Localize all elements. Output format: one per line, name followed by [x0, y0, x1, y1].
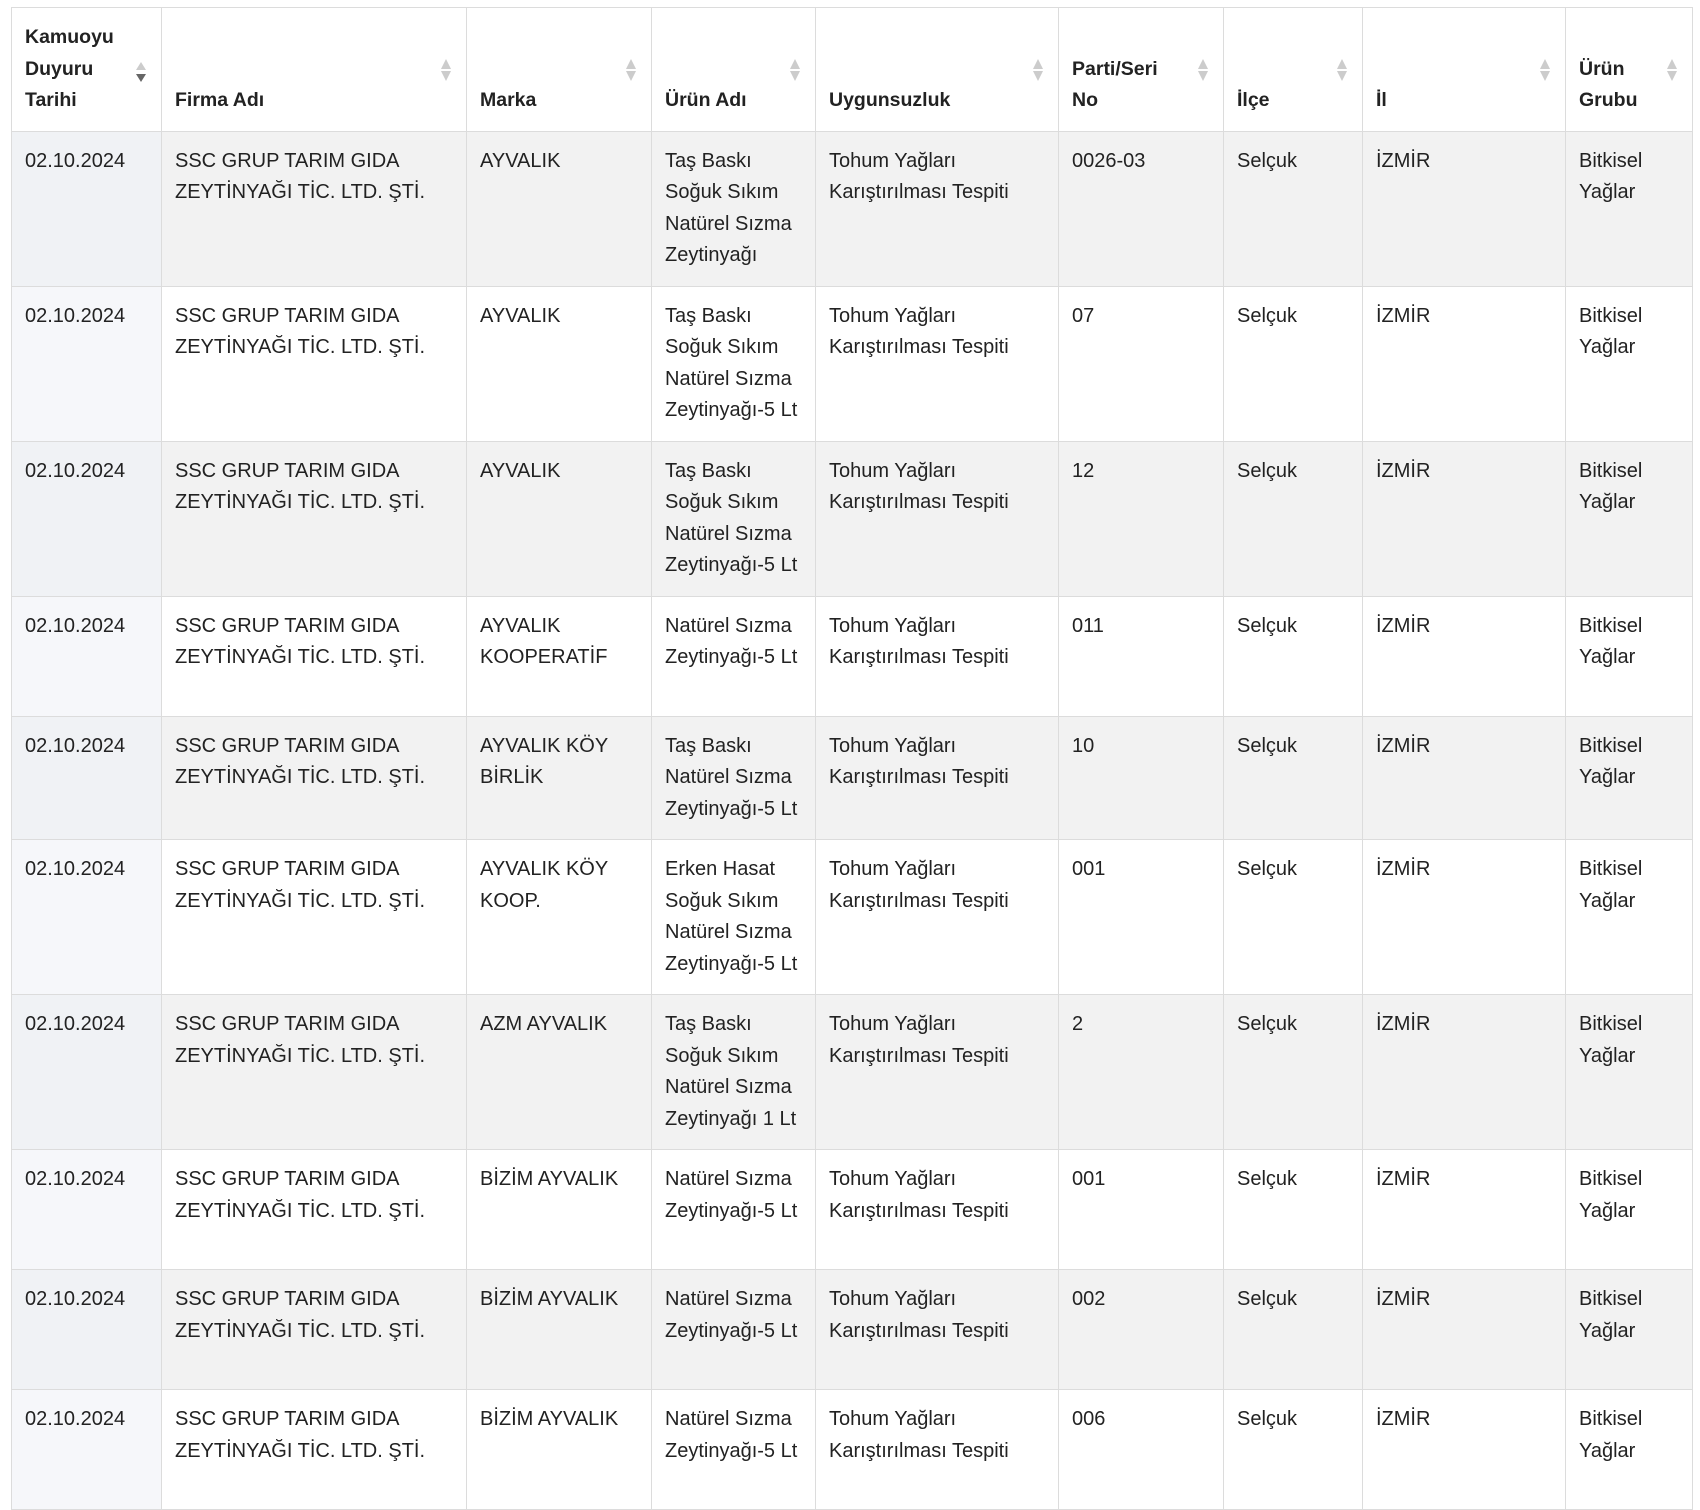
sort-unsorted-icon[interactable] — [1336, 58, 1348, 84]
table-row — [12, 1270, 1693, 1390]
cell-date: 02.10.2024 — [12, 1150, 162, 1270]
cell-group: Bitkisel Yağlar — [1566, 596, 1693, 716]
cell-issue: Tohum Yağları Karıştırılması Tespiti — [816, 1150, 1059, 1270]
cell-product: Taş Baskı Soğuk Sıkım Natürel Sızma Zeytinyağı 1 Lt — [652, 995, 816, 1150]
column-header-group[interactable] — [1566, 8, 1693, 132]
cell-batch: 0026-03 — [1059, 131, 1224, 286]
column-header-label: Ürün Grubu — [1579, 57, 1638, 111]
column-header-label: Firma Adı — [175, 89, 265, 111]
cell-brand: AYVALIK KOOPERATİF — [467, 596, 652, 716]
cell-district: Selçuk — [1224, 1270, 1363, 1390]
cell-province: İZMİR — [1363, 995, 1566, 1150]
cell-province: İZMİR — [1363, 716, 1566, 840]
cell-district: Selçuk — [1224, 596, 1363, 716]
cell-date: 02.10.2024 — [12, 1270, 162, 1390]
cell-batch: 10 — [1059, 716, 1224, 840]
cell-group: Bitkisel Yağlar — [1566, 1270, 1693, 1390]
column-header-label: Parti/Seri No — [1072, 57, 1158, 111]
table-row — [12, 441, 1693, 596]
cell-group: Bitkisel Yağlar — [1566, 1150, 1693, 1270]
cell-firm: SSC GRUP TARIM GIDA ZEYTİNYAĞI TİC. LTD. ŞTİ. — [162, 1150, 467, 1270]
cell-firm: SSC GRUP TARIM GIDA ZEYTİNYAĞI TİC. LTD. ŞTİ. — [162, 286, 467, 441]
cell-batch: 07 — [1059, 286, 1224, 441]
cell-product: Natürel Sızma Zeytinyağı-5 Lt — [652, 596, 816, 716]
cell-product: Taş Baskı Soğuk Sıkım Natürel Sızma Zeytinyağı-5 Lt — [652, 441, 816, 596]
cell-date: 02.10.2024 — [12, 286, 162, 441]
cell-province: İZMİR — [1363, 1390, 1566, 1510]
column-header-district[interactable] — [1224, 8, 1363, 132]
cell-issue: Tohum Yağları Karıştırılması Tespiti — [816, 716, 1059, 840]
cell-date: 02.10.2024 — [12, 840, 162, 995]
cell-batch: 001 — [1059, 1150, 1224, 1270]
cell-group: Bitkisel Yağlar — [1566, 1390, 1693, 1510]
cell-date: 02.10.2024 — [12, 441, 162, 596]
cell-issue: Tohum Yağları Karıştırılması Tespiti — [816, 840, 1059, 995]
table-row — [12, 596, 1693, 716]
cell-batch: 011 — [1059, 596, 1224, 716]
cell-product: Erken Hasat Soğuk Sıkım Natürel Sızma Zeytinyağı-5 Lt — [652, 840, 816, 995]
table-row — [12, 995, 1693, 1150]
cell-group: Bitkisel Yağlar — [1566, 840, 1693, 995]
table-row — [12, 1150, 1693, 1270]
sort-unsorted-icon[interactable] — [1197, 58, 1209, 84]
column-header-label: Marka — [480, 89, 537, 111]
cell-date: 02.10.2024 — [12, 716, 162, 840]
table-row — [12, 840, 1693, 995]
cell-group: Bitkisel Yağlar — [1566, 716, 1693, 840]
cell-brand: AYVALIK KÖY KOOP. — [467, 840, 652, 995]
cell-date: 02.10.2024 — [12, 995, 162, 1150]
cell-district: Selçuk — [1224, 1390, 1363, 1510]
cell-firm: SSC GRUP TARIM GIDA ZEYTİNYAĞI TİC. LTD. ŞTİ. — [162, 131, 467, 286]
cell-issue: Tohum Yağları Karıştırılması Tespiti — [816, 441, 1059, 596]
cell-batch: 006 — [1059, 1390, 1224, 1510]
cell-product: Taş Baskı Soğuk Sıkım Natürel Sızma Zeytinyağı — [652, 131, 816, 286]
cell-province: İZMİR — [1363, 441, 1566, 596]
cell-date: 02.10.2024 — [12, 1390, 162, 1510]
cell-product: Taş Baskı Soğuk Sıkım Natürel Sızma Zeytinyağı-5 Lt — [652, 286, 816, 441]
column-header-label: Ürün Adı — [665, 89, 747, 111]
cell-district: Selçuk — [1224, 716, 1363, 840]
column-header-label: Uygunsuzluk — [829, 89, 951, 111]
column-header-label: İl — [1376, 89, 1387, 111]
table-header-row — [12, 8, 1693, 132]
sort-descending-icon[interactable] — [135, 60, 147, 86]
cell-batch: 2 — [1059, 995, 1224, 1150]
table-row — [12, 716, 1693, 840]
cell-batch: 001 — [1059, 840, 1224, 995]
cell-issue: Tohum Yağları Karıştırılması Tespiti — [816, 286, 1059, 441]
cell-brand: AYVALIK — [467, 131, 652, 286]
column-header-firm[interactable] — [162, 8, 467, 132]
cell-issue: Tohum Yağları Karıştırılması Tespiti — [816, 1270, 1059, 1390]
cell-firm: SSC GRUP TARIM GIDA ZEYTİNYAĞI TİC. LTD. ŞTİ. — [162, 596, 467, 716]
cell-province: İZMİR — [1363, 1270, 1566, 1390]
cell-firm: SSC GRUP TARIM GIDA ZEYTİNYAĞI TİC. LTD. ŞTİ. — [162, 995, 467, 1150]
cell-firm: SSC GRUP TARIM GIDA ZEYTİNYAĞI TİC. LTD. ŞTİ. — [162, 1390, 467, 1510]
table-body — [12, 131, 1693, 1510]
column-header-label: İlçe — [1237, 89, 1270, 111]
sort-unsorted-icon[interactable] — [1032, 58, 1044, 84]
sort-unsorted-icon[interactable] — [1666, 58, 1678, 84]
cell-issue: Tohum Yağları Karıştırılması Tespiti — [816, 596, 1059, 716]
cell-province: İZMİR — [1363, 596, 1566, 716]
sort-unsorted-icon[interactable] — [1539, 58, 1551, 84]
cell-district: Selçuk — [1224, 1150, 1363, 1270]
cell-issue: Tohum Yağları Karıştırılması Tespiti — [816, 995, 1059, 1150]
table-row — [12, 286, 1693, 441]
cell-brand: AYVALIK — [467, 441, 652, 596]
recall-table-container — [11, 7, 1692, 1510]
cell-brand: AYVALIK KÖY BİRLİK — [467, 716, 652, 840]
cell-brand: AZM AYVALIK — [467, 995, 652, 1150]
cell-district: Selçuk — [1224, 286, 1363, 441]
cell-firm: SSC GRUP TARIM GIDA ZEYTİNYAĞI TİC. LTD. ŞTİ. — [162, 840, 467, 995]
cell-product: Taş Baskı Natürel Sızma Zeytinyağı-5 Lt — [652, 716, 816, 840]
cell-firm: SSC GRUP TARIM GIDA ZEYTİNYAĞI TİC. LTD. ŞTİ. — [162, 1270, 467, 1390]
cell-issue: Tohum Yağları Karıştırılması Tespiti — [816, 1390, 1059, 1510]
cell-province: İZMİR — [1363, 131, 1566, 286]
table-row — [12, 131, 1693, 286]
cell-product: Natürel Sızma Zeytinyağı-5 Lt — [652, 1270, 816, 1390]
cell-province: İZMİR — [1363, 1150, 1566, 1270]
cell-batch: 12 — [1059, 441, 1224, 596]
cell-product: Natürel Sızma Zeytinyağı-5 Lt — [652, 1390, 816, 1510]
cell-group: Bitkisel Yağlar — [1566, 131, 1693, 286]
cell-date: 02.10.2024 — [12, 131, 162, 286]
column-header-product[interactable] — [652, 8, 816, 132]
cell-date: 02.10.2024 — [12, 596, 162, 716]
column-header-label: Kamuoyu Duyuru Tarihi — [25, 26, 114, 111]
sort-unsorted-icon[interactable] — [440, 58, 452, 84]
column-header-province[interactable] — [1363, 8, 1566, 132]
cell-brand: BİZİM AYVALIK — [467, 1390, 652, 1510]
cell-brand: BİZİM AYVALIK — [467, 1270, 652, 1390]
sort-unsorted-icon[interactable] — [625, 58, 637, 84]
cell-group: Bitkisel Yağlar — [1566, 441, 1693, 596]
cell-province: İZMİR — [1363, 840, 1566, 995]
cell-firm: SSC GRUP TARIM GIDA ZEYTİNYAĞI TİC. LTD. ŞTİ. — [162, 441, 467, 596]
cell-district: Selçuk — [1224, 840, 1363, 995]
sort-unsorted-icon[interactable] — [789, 58, 801, 84]
cell-district: Selçuk — [1224, 131, 1363, 286]
cell-province: İZMİR — [1363, 286, 1566, 441]
column-header-date[interactable] — [12, 8, 162, 132]
cell-brand: BİZİM AYVALIK — [467, 1150, 652, 1270]
table-row — [12, 1390, 1693, 1510]
cell-batch: 002 — [1059, 1270, 1224, 1390]
column-header-issue[interactable] — [816, 8, 1059, 132]
cell-district: Selçuk — [1224, 995, 1363, 1150]
cell-issue: Tohum Yağları Karıştırılması Tespiti — [816, 131, 1059, 286]
cell-district: Selçuk — [1224, 441, 1363, 596]
column-header-batch[interactable] — [1059, 8, 1224, 132]
cell-group: Bitkisel Yağlar — [1566, 995, 1693, 1150]
cell-brand: AYVALIK — [467, 286, 652, 441]
cell-group: Bitkisel Yağlar — [1566, 286, 1693, 441]
cell-product: Natürel Sızma Zeytinyağı-5 Lt — [652, 1150, 816, 1270]
cell-firm: SSC GRUP TARIM GIDA ZEYTİNYAĞI TİC. LTD. ŞTİ. — [162, 716, 467, 840]
recall-table — [11, 7, 1693, 1510]
column-header-brand[interactable] — [467, 8, 652, 132]
